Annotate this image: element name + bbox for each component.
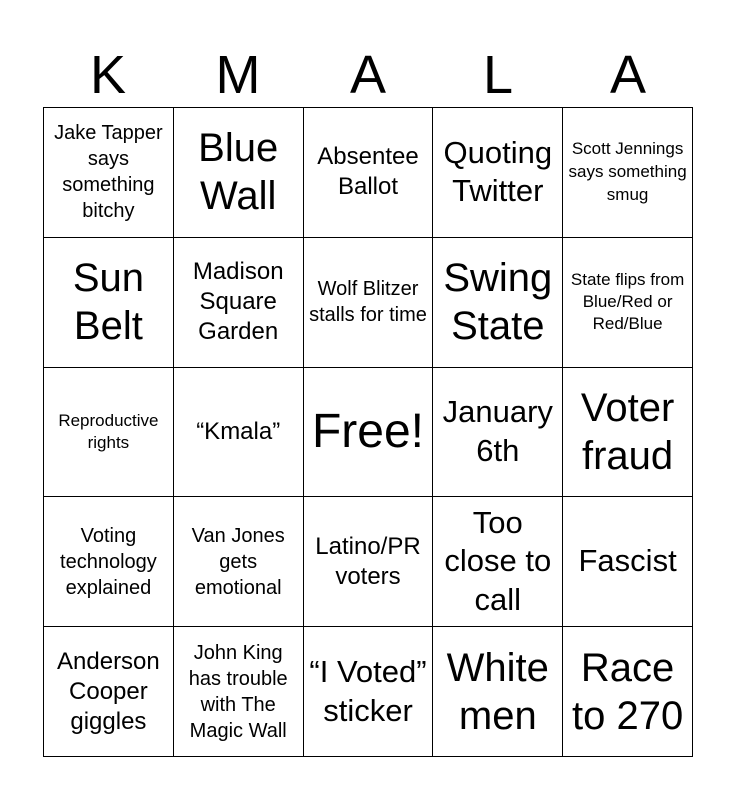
bingo-cell-r3c2[interactable]: “Kmala” — [174, 368, 304, 498]
bingo-cell-r4c1[interactable]: Voting technology explained — [44, 497, 174, 627]
bingo-cell-r4c2[interactable]: Van Jones gets emotional — [174, 497, 304, 627]
bingo-cell-r4c4[interactable]: Too close to call — [433, 497, 563, 627]
header-letter-2: M — [215, 45, 261, 105]
bingo-cell-r3c5[interactable]: Voter fraud — [563, 368, 693, 498]
bingo-cell-r2c2[interactable]: Madison Square Garden — [174, 238, 304, 368]
bingo-cell-r5c5[interactable]: Race to 270 — [563, 627, 693, 757]
bingo-cell-r1c1[interactable]: Jake Tapper says something bitchy — [44, 108, 174, 238]
bingo-cell-r5c1[interactable]: Anderson Cooper giggles — [44, 627, 174, 757]
bingo-card — [43, 107, 693, 757]
bingo-cell-r2c1[interactable]: Sun Belt — [44, 238, 174, 368]
bingo-cell-r1c4[interactable]: Quoting Twitter — [433, 108, 563, 238]
bingo-cell-r4c5[interactable]: Fascist — [563, 497, 693, 627]
bingo-header — [43, 44, 693, 106]
bingo-cell-r5c4[interactable]: White men — [433, 627, 563, 757]
bingo-cell-r5c2[interactable]: John King has trouble with The Magic Wall — [174, 627, 304, 757]
header-letter-5: A — [609, 45, 647, 105]
bingo-cell-r2c5[interactable]: State flips from Blue/Red or Red/Blue — [563, 238, 693, 368]
bingo-cell-r4c3[interactable]: Latino/PR voters — [304, 497, 434, 627]
bingo-cell-r5c3[interactable]: “I Voted” sticker — [304, 627, 434, 757]
bingo-cell-r3c4[interactable]: January 6th — [433, 368, 563, 498]
bingo-cell-r2c4[interactable]: Swing State — [433, 238, 563, 368]
bingo-cell-r3c1[interactable]: Reproductive rights — [44, 368, 174, 498]
bingo-cell-r1c2[interactable]: Blue Wall — [174, 108, 304, 238]
header-letter-4: L — [482, 45, 514, 105]
header-letter-3: A — [349, 45, 387, 105]
bingo-cell-r3c3-free[interactable]: Free! — [304, 368, 434, 498]
bingo-cell-r1c5[interactable]: Scott Jennings says something smug — [563, 108, 693, 238]
bingo-cell-r2c3[interactable]: Wolf Blitzer stalls for time — [304, 238, 434, 368]
bingo-cell-r1c3[interactable]: Absentee Ballot — [304, 108, 434, 238]
header-letter-1: K — [89, 45, 127, 105]
